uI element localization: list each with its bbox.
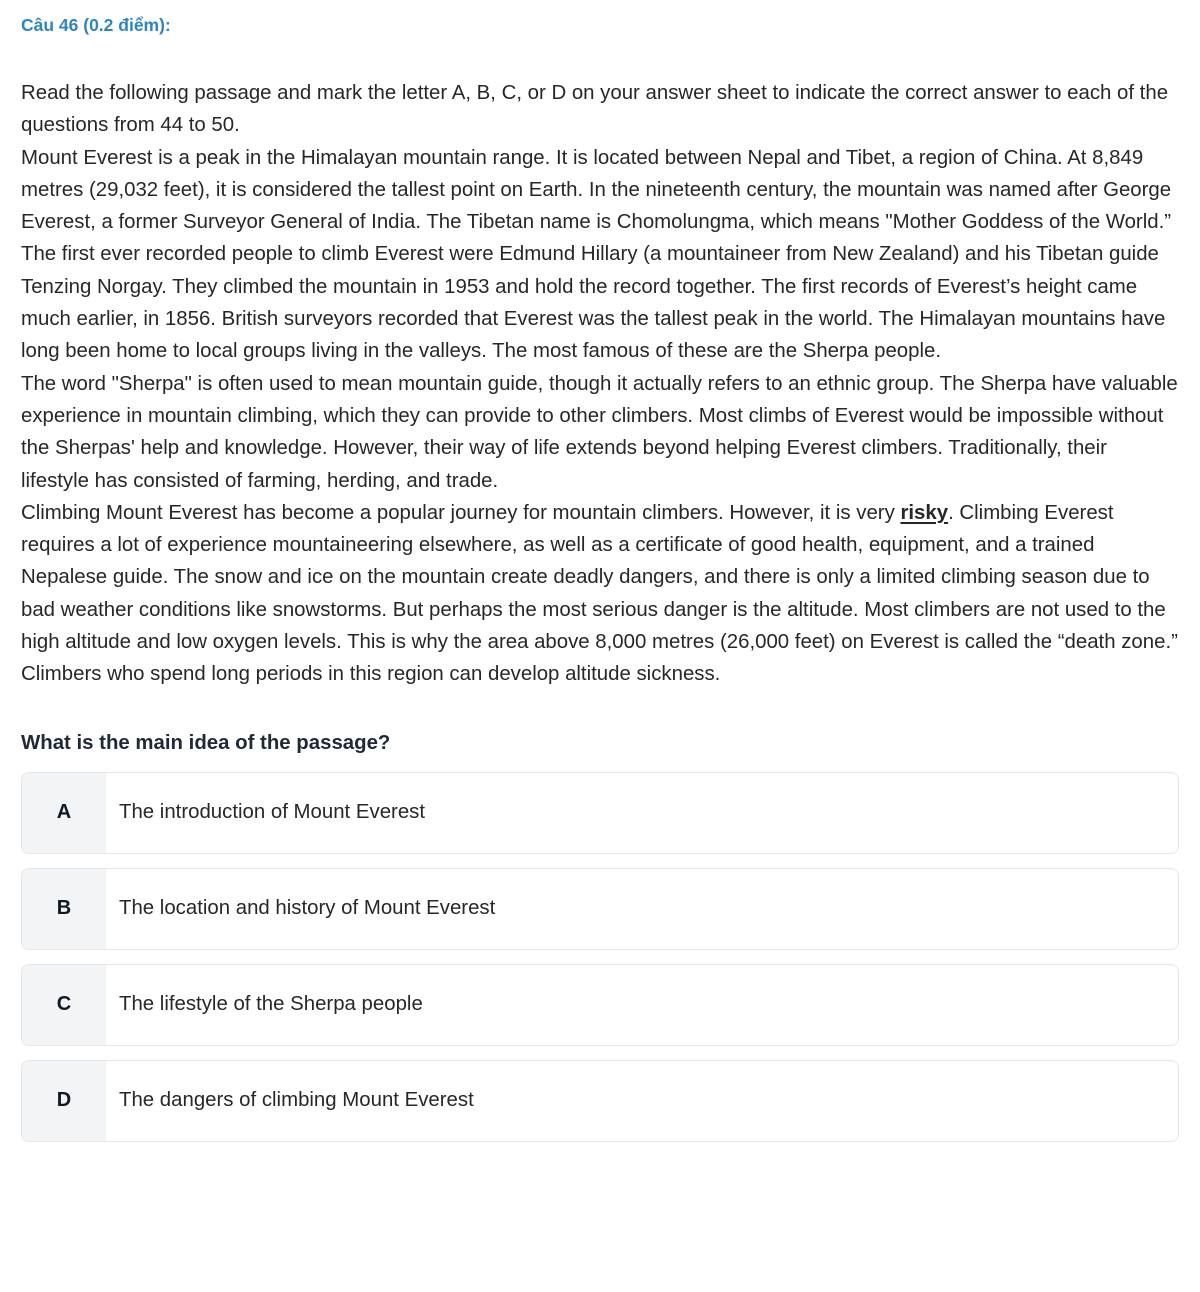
emphasized-word: risky <box>900 501 949 524</box>
option-text: The introduction of Mount Everest <box>119 801 426 824</box>
option-letter: C <box>22 965 106 1045</box>
passage-paragraph-1: Mount Everest is a peak in the Himalayan mountain range. It is located between Nepal and Tibet, a region of China. At 8,849 metres (29,032 feet), it is considered the tallest point on Earth. In the nineteenth century, the mountain was named after George Everest, a former Surveyor General of India. The Tibetan name is Chomolungma, which means "Mother Goddess of the World.” <box>21 146 1172 234</box>
option-text: The location and history of Mount Everest <box>119 897 496 920</box>
instruction-text: Read the following passage and mark the letter A, B, C, or D on your answer sheet to indicate the correct answer to each of the questions from 44 to 50. <box>21 82 1169 137</box>
answer-option-a[interactable] <box>21 772 1179 854</box>
passage-paragraph-3: The word "Sherpa" is often used to mean mountain guide, though it actually refers to an ethnic group. The Sherpa have valuable experience in mountain climbing, which they can provide to other climbers. Most climbs of Everest would be impossible without the Sherpas' help and knowledge. However, their way of life extends beyond helping Everest climbers. Traditionally, their lifestyle has consisted of farming, herding, and trade. <box>21 372 1178 492</box>
reading-passage <box>21 77 1179 691</box>
paragraph-4-text-end: . Climbing Everest requires a lot of experience mountaineering elsewhere, as well as a certificate of good health, equipment, and a trained Nepalese guide. The snow and ice on the mountain create deadly dangers, and there is only a limited climbing season due to bad weather conditions like snowstorms. But perhaps the most serious danger is the altitude. Most climbers are not used to the high altitude and low oxygen levels. This is why the area above 8,000 metres (26,000 feet) on Everest is called the “death zone.” Climbers who spend long periods in this region can develop altitude sickness. <box>21 501 1178 686</box>
answer-option-c[interactable] <box>21 964 1179 1046</box>
answer-option-d[interactable] <box>21 1060 1179 1142</box>
question-header: Câu 46 (0.2 điểm): <box>21 15 171 35</box>
question-prompt: What is the main idea of the passage? <box>21 731 391 754</box>
passage-paragraph-4 <box>21 497 1179 691</box>
passage-paragraph-2: The first ever recorded people to climb Everest were Edmund Hillary (a mountaineer from New Zealand) and his Tibetan guide Tenzing Norgay. They climbed the mountain in 1953 and hold the record together. The first records of Everest’s height came much earlier, in 1856. British surveyors recorded that Everest was the tallest peak in the world. The Himalayan mountains have long been home to local groups living in the valleys. The most famous of these are the Sherpa people. <box>21 243 1166 363</box>
option-letter: B <box>22 869 106 949</box>
answer-option-b[interactable] <box>21 868 1179 950</box>
option-letter: A <box>22 773 106 853</box>
option-letter: D <box>22 1061 106 1141</box>
paragraph-4-text-start: Climbing Mount Everest has become a popular journey for mountain climbers. However, it is very <box>21 501 901 524</box>
option-text: The dangers of climbing Mount Everest <box>119 1089 474 1112</box>
answer-options <box>21 772 1179 1142</box>
option-text: The lifestyle of the Sherpa people <box>119 993 423 1016</box>
question-card <box>21 0 1179 1156</box>
